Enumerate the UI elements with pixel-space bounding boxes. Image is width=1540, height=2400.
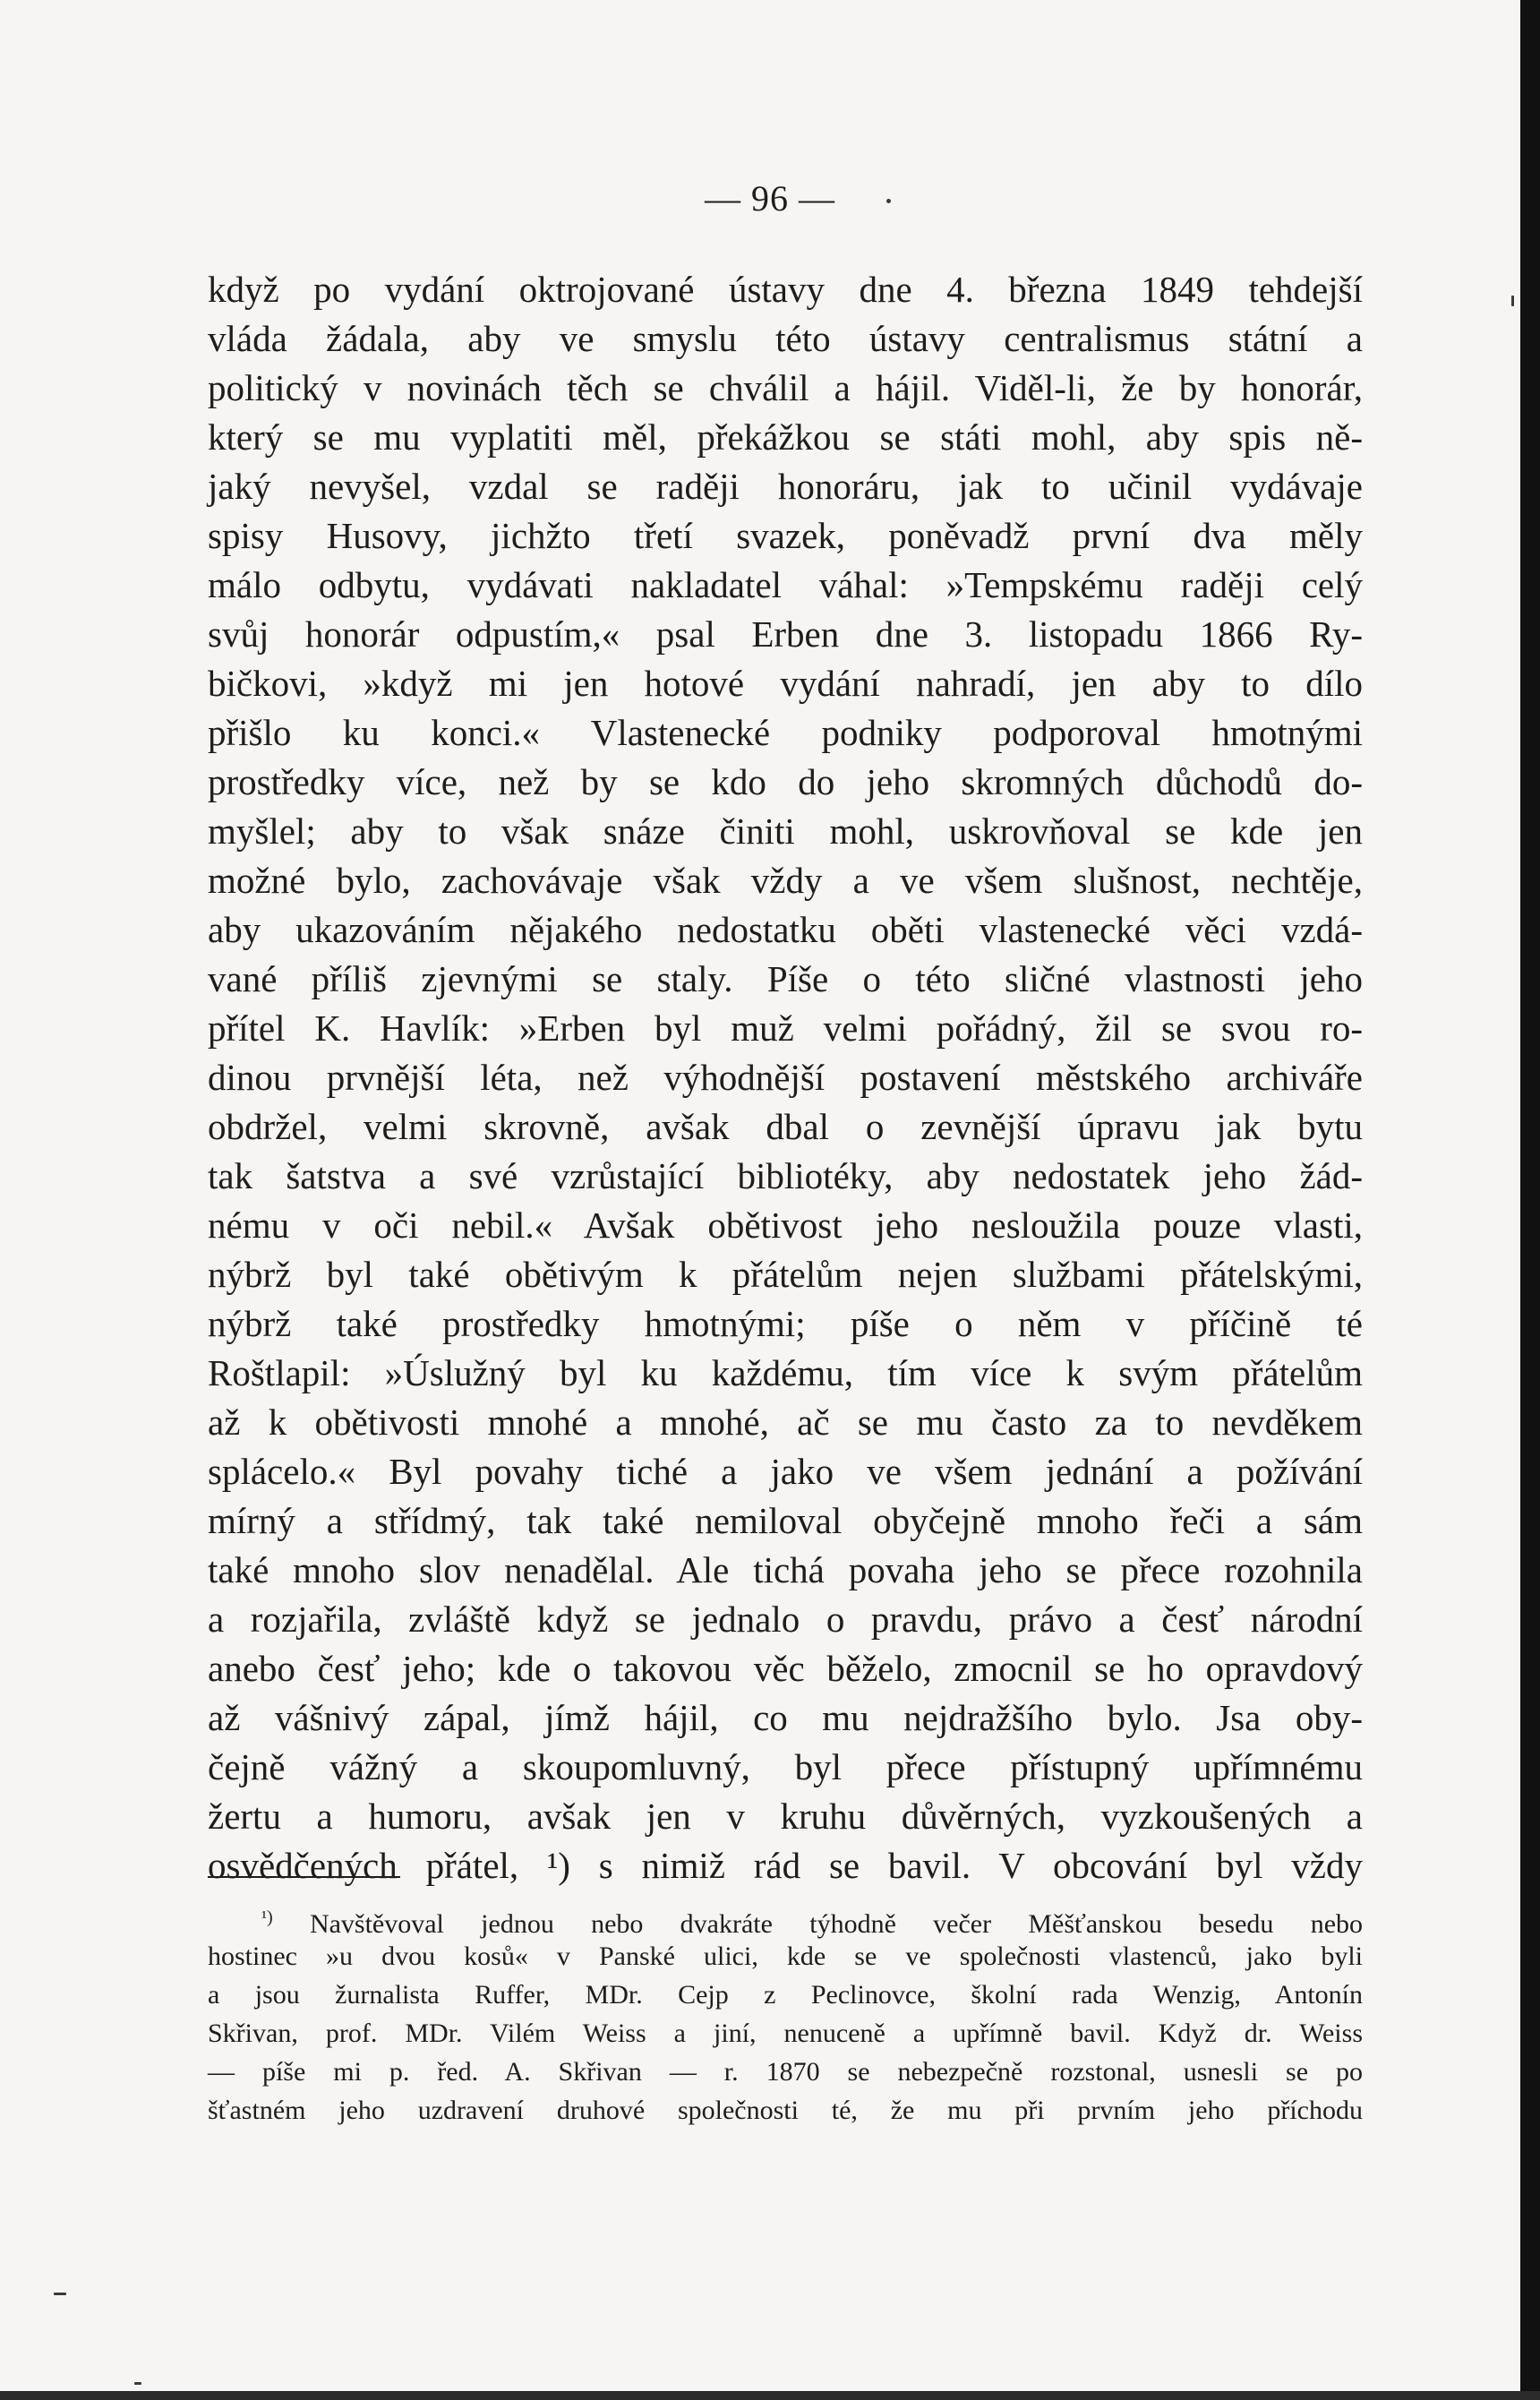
- footnote: [208, 1899, 1363, 2130]
- scan-speck: [54, 2293, 66, 2295]
- page-number: — 96 —: [705, 178, 835, 219]
- text-line: a rozjařila, zvláště když se jednalo o pravdu, právo a česť národní: [208, 1599, 1363, 1640]
- text-line: prostředky více, než by se kdo do jeho skromných důchodů do-: [208, 761, 1363, 802]
- text-line: svůj honorár odpustím,« psal Erben dne 3. listopadu 1866 Ry-: [208, 613, 1363, 655]
- scan-edge-right: [1520, 0, 1540, 2400]
- text-line: anebo česť jeho; kde o takovou věc běželo, zmocnil se ho opravdový: [208, 1648, 1363, 1689]
- scan-speck: [1511, 296, 1514, 306]
- body-text: [208, 265, 1363, 1890]
- footnote-line-text: Navštěvoval jednou nebo dvakráte týhodně večer Měšťanskou besedu nebo: [309, 1909, 1364, 1939]
- text-line: možné bylo, zachovávaje však vždy a ve všem slušnost, nechtěje,: [208, 860, 1363, 901]
- footnote-line: — píše mi p. řed. A. Skřivan — r. 1870 se nebezpečně rozstonal, usnesli se po: [208, 2057, 1363, 2087]
- footnote-line: Skřivan, prof. MDr. Vilém Weiss a jiní, nenuceně a upřímně bavil. Když dr. Weiss: [208, 2019, 1363, 2048]
- text-line: čejně vážný a skoupomluvný, byl přece přístupný upřímnému: [208, 1746, 1363, 1787]
- text-line: tak šatstva a své vzrůstající bibliotéky, aby nedostatek jeho žád-: [208, 1155, 1363, 1196]
- text-line: dinou prvnější léta, než výhodnější postavení městského archiváře: [208, 1057, 1363, 1098]
- footnote-line: hostinec »u dvou kosů« v Panské ulici, kde se ve společnosti vlastenců, jako byli: [208, 1941, 1363, 1971]
- text-line: žertu a humoru, avšak jen v kruhu důvěrných, vyzkoušených a: [208, 1796, 1363, 1837]
- text-line: který se mu vyplatiti měl, překážkou se státi mohl, aby spis ně-: [208, 416, 1363, 458]
- text-line: vláda žádala, aby ve smyslu této ústavy centralismus státní a: [208, 318, 1363, 359]
- text-line: bičkovi, »když mi jen hotové vydání nahradí, jen aby to dílo: [208, 663, 1363, 704]
- footnote-line: šťastném jeho uzdravení druhové společnosti té, že mu při prvním jeho příchodu: [208, 2096, 1363, 2125]
- text-line: vané příliš zjevnými se staly. Píše o této sličné vlastnosti jeho: [208, 958, 1363, 999]
- footnote-divider: [208, 1876, 400, 1878]
- scan-edge-bottom: [0, 2391, 1540, 2400]
- text-line: Roštlapil: »Úslužný byl ku každému, tím více k svým přátelům: [208, 1352, 1363, 1393]
- text-line: aby ukazováním nějakého nedostatku oběti vlastenecké věci vzdá-: [208, 909, 1363, 950]
- text-line: až k obětivosti mnohé a mnohé, ač se mu často za to nevděkem: [208, 1401, 1363, 1443]
- footnote-line: a jsou žurnalista Ruffer, MDr. Cejp z Peclinovce, školní rada Wenzig, Antonín: [208, 1980, 1363, 2010]
- footnote-first-line: [208, 1899, 1363, 1937]
- text-line: když po vydání oktrojované ústavy dne 4. března 1849 tehdejší: [208, 269, 1363, 310]
- text-line: politický v novinách těch se chválil a hájil. Viděl-li, že by honorár,: [208, 367, 1363, 408]
- text-line: osvědčených přátel, ¹) s nimiž rád se bavil. V obcování byl vždy: [208, 1845, 1363, 1886]
- footnote-marker: ¹): [261, 1907, 273, 1927]
- text-line: nýbrž byl také obětivým k přátelům nejen službami přátelskými,: [208, 1254, 1363, 1295]
- text-line: nému v oči nebil.« Avšak obětivost jeho nesloužila pouze vlasti,: [208, 1204, 1363, 1246]
- text-line: nýbrž také prostředky hmotnými; píše o něm v příčině té: [208, 1303, 1363, 1344]
- text-line: obdržel, velmi skrovně, avšak dbal o zevnější úpravu jak bytu: [208, 1106, 1363, 1147]
- text-line: také mnoho slov nenadělal. Ale tichá povaha jeho se přece rozohnila: [208, 1549, 1363, 1590]
- text-line: až vášnivý zápal, jímž hájil, co mu nejdražšího bylo. Jsa oby-: [208, 1697, 1363, 1738]
- text-line: spisy Husovy, jichžto třetí svazek, poněvadž první dva měly: [208, 515, 1363, 556]
- text-line: myšlel; aby to však snáze činiti mohl, uskrovňoval se kde jen: [208, 810, 1363, 852]
- text-line: málo odbytu, vydávati nakladatel váhal: »Tempskému raději celý: [208, 564, 1363, 605]
- text-line: jaký nevyšel, vzdal se raději honoráru, jak to učinil vydávaje: [208, 466, 1363, 507]
- text-line: splácelo.« Byl povahy tiché a jako ve všem jednání a požívání: [208, 1451, 1363, 1492]
- text-line: přítel K. Havlík: »Erben byl muž velmi pořádný, žil se svou ro-: [208, 1007, 1363, 1049]
- scan-speck: [886, 199, 891, 203]
- text-line: mírný a střídmý, tak také nemiloval obyčejně mnoho řeči a sám: [208, 1500, 1363, 1541]
- text-line: přišlo ku konci.« Vlastenecké podniky podporoval hmotnými: [208, 712, 1363, 753]
- scan-speck: [134, 2382, 141, 2385]
